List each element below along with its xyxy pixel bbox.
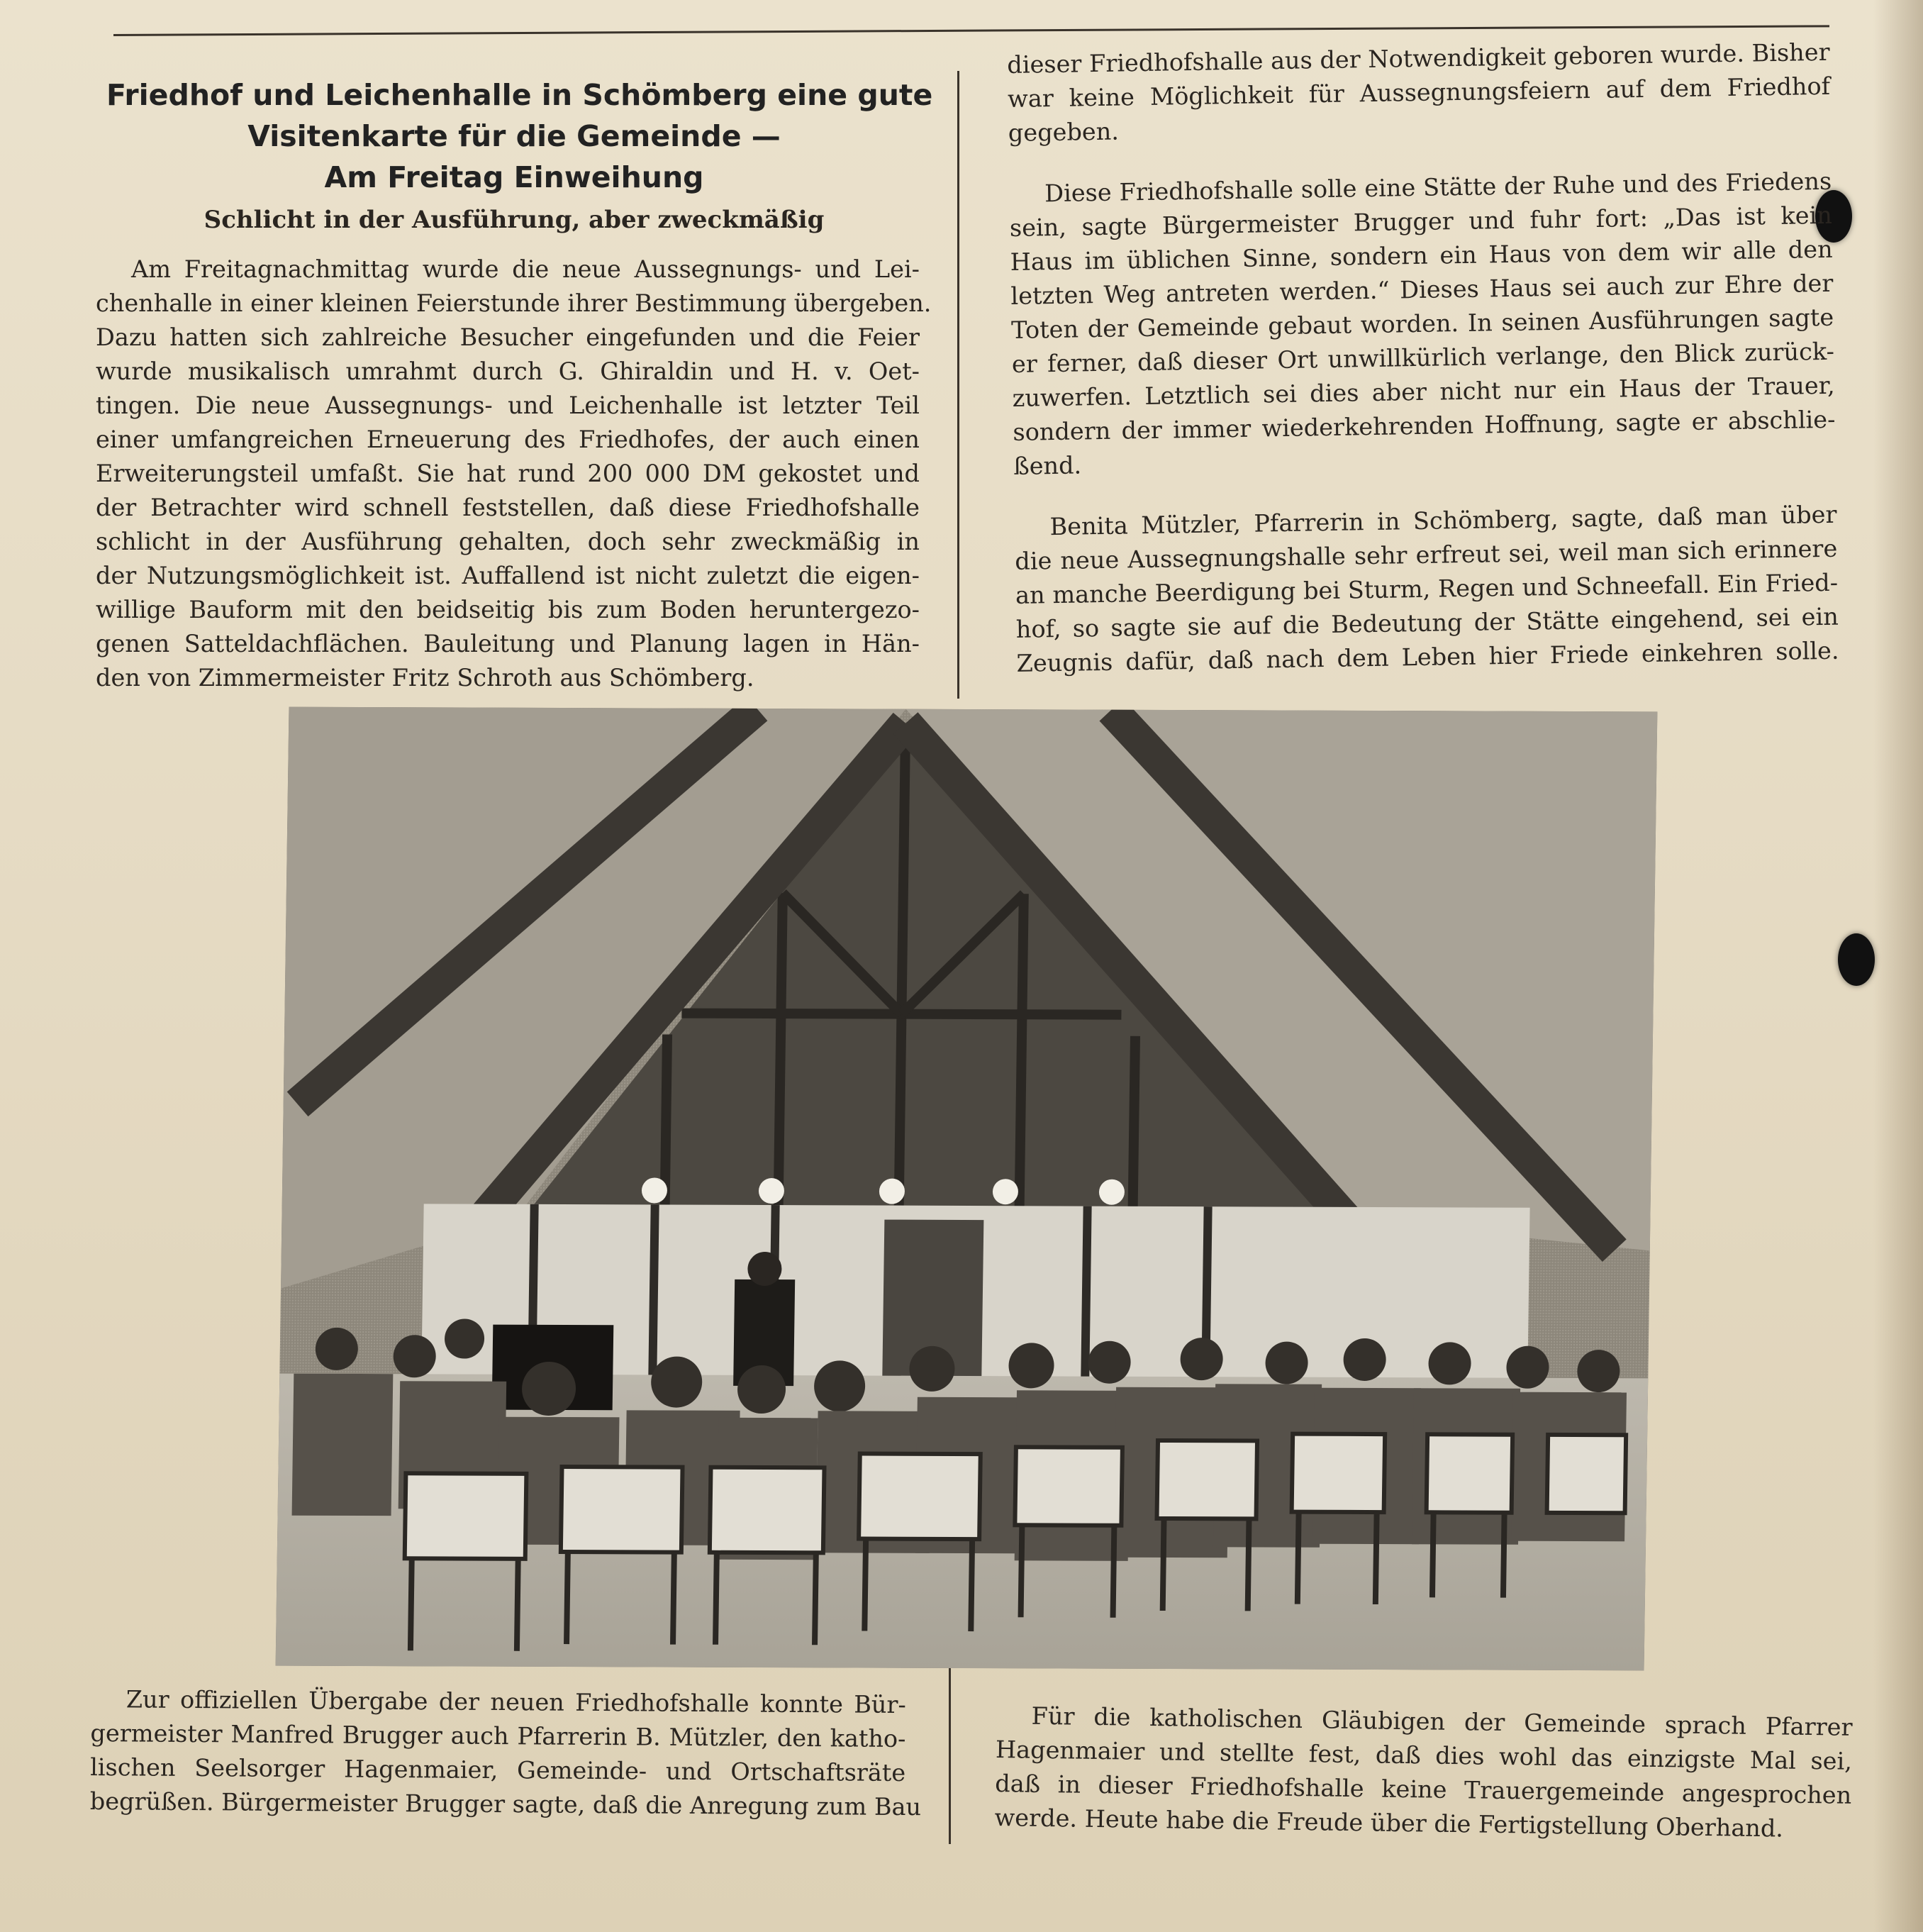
column-divider-bottom [949, 1663, 951, 1844]
text-line: er ferner, daß dieser Ort unwillkürlich verlange, den Blick zurück- [1011, 337, 1835, 378]
photo-caption-left [89, 1682, 922, 1824]
caption-line: lischen Seelsorger Hagenmaier, Gemeinde- und Ortschaftsräte [90, 1753, 906, 1787]
caption-line: werde. Heute habe die Freude über die Fertigstellung Oberhand. [994, 1803, 1784, 1843]
column-divider-top [957, 71, 959, 699]
article-subheadline: Schlicht in der Ausführung, aber zweckmäßig [204, 206, 825, 234]
text-line: schlicht in der Ausführung gehalten, doch sehr zweckmäßig in [96, 528, 920, 555]
text-line: zuwerfen. Letztlich sei dies aber nicht nur ein Haus der Trauer, [1012, 371, 1835, 412]
text-line: der Betrachter wird schnell feststellen, daß diese Friedhofshalle [96, 494, 920, 521]
text-line: Haus im üblichen Sinne, sondern ein Haus von dem wir alle den [1010, 235, 1833, 276]
text-line: hof, so sagte sie auf die Bedeutung der Stätte eingehend, sei ein [1015, 602, 1839, 643]
text-line: Dazu hatten sich zahlreiche Besucher eingefunden und die Feier [96, 323, 920, 351]
text-line: die neue Aussegnungshalle sehr erfreut sei, weil man sich erinnere [1015, 534, 1838, 575]
hall-interior-photo [276, 707, 1658, 1671]
text-line: an manche Beerdigung bei Sturm, Regen und Schneefall. Ein Fried- [1015, 568, 1839, 609]
text-line: ßend. [1013, 451, 1082, 480]
text-line: sein, sagte Bürgermeister Brugger und fuhr fort: „Das ist kein [1009, 201, 1833, 242]
text-line: sondern der immer wiederkehrenden Hoffnung, sagte er abschlie- [1013, 405, 1836, 446]
caption-line: Hagenmaier und stellte fest, daß dies wohl das einzigste Mal sei, [995, 1735, 1853, 1775]
text-line: tingen. Die neue Aussegnungs- und Leichenhalle ist letzter Teil [96, 392, 920, 419]
text-line: der Nutzungsmöglichkeit ist. Auffallend ist nicht zuletzt die eigen- [96, 562, 920, 589]
text-line: Zeugnis dafür, daß nach dem Leben hier Friede einkehren solle. [1016, 636, 1839, 677]
text-line: Diese Friedhofshalle solle eine Stätte der Ruhe und des Friedens [1044, 167, 1832, 208]
caption-line: begrüßen. Bürgermeister Brugger sagte, daß die Anregung zum Bau [89, 1787, 922, 1821]
headline-line: Visitenkarte für die Gemeinde — [247, 119, 781, 153]
caption-line: daß in dieser Friedhofshalle keine Trauergemeinde angesprochen [995, 1769, 1852, 1809]
text-line: einer umfangreichen Erneuerung des Friedhofes, der auch einen [96, 426, 920, 453]
text-line: letzten Weg antreten werden.“ Dieses Haus sei auch zur Ehre der [1010, 269, 1834, 310]
text-line: chenhalle in einer kleinen Feierstunde ihrer Bestimmung übergeben. [96, 289, 932, 317]
text-line: Toten der Gemeinde gebaut worden. In seinen Ausführungen sagte [1010, 303, 1834, 344]
left-column-text [96, 252, 932, 695]
headline-line: Friedhof und Leichenhalle in Schömberg eine gute [106, 78, 933, 112]
text-line: den von Zimmermeister Fritz Schroth aus Schömberg. [96, 664, 754, 692]
right-column-text [1007, 35, 1839, 681]
punch-hole [1838, 933, 1875, 986]
photo-caption-right [994, 1699, 1853, 1847]
headline-line: Am Freitag Einweihung [324, 160, 704, 194]
caption-line: Für die katholischen Gläubigen der Gemeinde sprach Pfarrer [1031, 1701, 1853, 1741]
caption-line: germeister Manfred Brugger auch Pfarrerin B. Mützler, den katho- [90, 1719, 906, 1753]
text-line: genen Satteldachflächen. Bauleitung und Planung lagen in Hän- [96, 630, 920, 657]
text-line: Benita Mützler, Pfarrerin in Schömberg, sagte, daß man über [1049, 500, 1837, 541]
text-line: Am Freitagnachmittag wurde die neue Aussegnungs- und Lei- [131, 255, 920, 283]
text-line: Erweiterungsteil umfaßt. Sie hat rund 200 000 DM gekostet und [96, 460, 920, 487]
text-line: gegeben. [1008, 117, 1120, 147]
caption-line: Zur offiziellen Übergabe der neuen Friedhofshalle konnte Bür- [126, 1685, 906, 1719]
page-edge-shadow [1873, 0, 1923, 1932]
text-line: wurde musikalisch umrahmt durch G. Ghiraldin und H. v. Oet- [96, 357, 920, 385]
photo-illustration [276, 707, 1658, 1671]
text-line: dieser Friedhofshalle aus der Notwendigkeit geboren wurde. Bisher [1007, 38, 1830, 79]
text-line: willige Bauform mit den beidseitig bis zum Boden heruntergezo- [96, 596, 920, 623]
text-line: war keine Möglichkeit für Aussegnungsfeiern auf dem Friedhof [1007, 72, 1831, 113]
article-headline [106, 74, 933, 198]
